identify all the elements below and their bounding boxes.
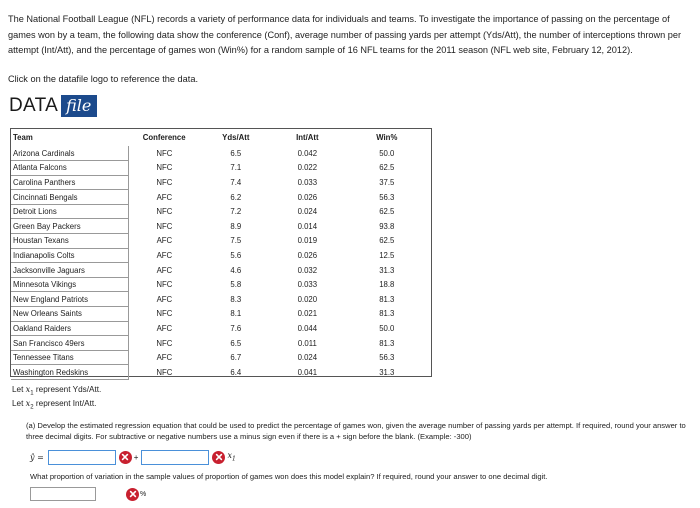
let-x1-sub: 1 — [30, 390, 34, 397]
conference-cell: NFC — [156, 177, 173, 187]
let-x2-var: x — [25, 398, 31, 408]
team-cell: Atlanta Falcons — [11, 161, 128, 176]
table-row — [11, 321, 431, 336]
conference-cell: AFC — [156, 294, 173, 304]
conference-cell: NFC — [156, 338, 173, 348]
win-pct-cell: 93.8 — [379, 221, 395, 231]
header-conference: Conference — [142, 133, 186, 142]
slope-input[interactable] — [141, 450, 209, 465]
conference-cell: NFC — [156, 163, 173, 173]
let-x2-text — [12, 398, 96, 411]
proportion-input[interactable] — [30, 487, 96, 501]
intercept-input[interactable] — [48, 450, 116, 465]
team-cell: Carolina Panthers — [11, 175, 128, 190]
plus-sign: + — [133, 452, 139, 462]
x-sub: 1 — [231, 455, 236, 463]
yds-att-cell: 6.5 — [230, 338, 242, 348]
let-x1-var: x — [25, 384, 31, 394]
conference-cell: NFC — [156, 221, 173, 231]
table-row — [11, 248, 431, 263]
int-att-cell: 0.021 — [297, 309, 318, 319]
int-att-cell: 0.026 — [297, 192, 318, 202]
header-team: Team — [13, 133, 33, 142]
int-att-cell: 0.041 — [297, 367, 318, 377]
proportion-answer-row — [30, 486, 146, 502]
int-att-cell: 0.042 — [297, 148, 318, 158]
team-cell: New Orleans Saints — [11, 307, 128, 322]
table-row — [11, 146, 431, 161]
incorrect-x-icon — [126, 488, 139, 501]
table-row — [11, 292, 431, 307]
win-pct-cell: 37.5 — [379, 177, 395, 187]
team-cell: Arizona Cardinals — [11, 146, 128, 161]
team-cell: Jacksonville Jaguars — [11, 263, 128, 278]
table-row — [11, 234, 431, 249]
win-pct-cell: 81.3 — [379, 338, 395, 348]
datafile-logo[interactable] — [9, 94, 97, 118]
yds-att-cell: 5.6 — [230, 250, 242, 260]
win-pct-cell: 50.0 — [379, 148, 395, 158]
yds-att-cell: 5.8 — [230, 280, 242, 290]
yds-att-cell: 7.2 — [230, 207, 242, 217]
win-pct-cell: 62.5 — [379, 236, 395, 246]
yds-att-cell: 8.9 — [230, 221, 242, 231]
conference-cell: AFC — [156, 265, 173, 275]
conference-cell: NFC — [156, 309, 173, 319]
table-row — [11, 263, 431, 278]
click-note: Click on the datafile logo to reference the data. — [8, 74, 198, 84]
int-att-cell: 0.033 — [297, 280, 318, 290]
datafile-file-text: file — [61, 95, 97, 117]
yds-att-cell: 6.4 — [230, 367, 242, 377]
team-cell: Washington Redskins — [11, 365, 128, 380]
int-att-cell: 0.020 — [297, 294, 318, 304]
problem-intro: The National Football League (NFL) records a variety of performance data for individuals and teams. To investigate the importance of passing on the percentage of games won by a team, the following data show the conference (Conf), average number of passing yards per attempt (Yds/Att), the number of interceptions thrown per attempt (Int/Att), and the percentage of games won (Win%) for a random sample of 16 NFL teams for the 2011 season (NFL web site, February 12, 2012). — [8, 14, 682, 56]
team-cell: Houstan Texans — [11, 234, 128, 249]
conference-cell: AFC — [156, 323, 173, 333]
team-cell: Detroit Lions — [11, 204, 128, 219]
yds-att-cell: 8.1 — [230, 309, 242, 319]
conference-cell: NFC — [156, 207, 173, 217]
win-pct-cell: 62.5 — [379, 207, 395, 217]
int-att-cell: 0.033 — [297, 177, 318, 187]
win-pct-cell: 62.5 — [379, 163, 395, 173]
percent-sign: % — [140, 490, 147, 498]
table-row — [11, 365, 431, 380]
int-att-cell: 0.026 — [297, 250, 318, 260]
let-x2-prefix: Let — [12, 399, 26, 408]
yds-att-cell: 7.5 — [230, 236, 242, 246]
header-yds-att: Yds/Att — [222, 133, 250, 142]
yds-att-cell: 7.6 — [230, 323, 242, 333]
let-x1-suffix: represent Yds/Att. — [33, 385, 102, 394]
yds-att-cell: 6.2 — [230, 192, 242, 202]
win-pct-cell: 31.3 — [379, 367, 395, 377]
conference-cell: AFC — [156, 353, 173, 363]
let-x2-sub: 2 — [30, 404, 34, 411]
int-att-cell: 0.032 — [297, 265, 318, 275]
x1-variable — [227, 451, 235, 463]
table-row — [11, 350, 431, 365]
team-cell: San Francisco 49ers — [11, 336, 128, 351]
int-att-cell: 0.022 — [297, 163, 318, 173]
team-cell: Tennessee Titans — [11, 350, 128, 365]
team-cell: Cincinnati Bengals — [11, 190, 128, 205]
int-att-cell: 0.024 — [297, 353, 318, 363]
x-var: x — [227, 451, 232, 461]
part-a-question: (a) Develop the estimated regression equation that could be used to predict the percentage of games won, given the average number of passing yards per attempt. If required, round your answer to three decimal digits. For subtractive or negative numbers use a minus sign even if there is a + sign before the blank. (Example: -300) — [26, 421, 686, 441]
team-cell: New England Patriots — [11, 292, 128, 307]
conference-cell: NFC — [156, 148, 173, 158]
nfl-data-table — [10, 128, 432, 377]
conference-cell: NFC — [156, 367, 173, 377]
win-pct-cell: 31.3 — [379, 265, 395, 275]
table-row — [11, 175, 431, 190]
table-row — [11, 219, 431, 234]
win-pct-cell: 50.0 — [379, 323, 395, 333]
team-cell: Oakland Raiders — [11, 321, 128, 336]
int-att-cell: 0.014 — [297, 221, 318, 231]
let-x1-text — [12, 384, 101, 397]
int-att-cell: 0.024 — [297, 207, 318, 217]
yds-att-cell: 4.6 — [230, 265, 242, 275]
win-pct-cell: 12.5 — [379, 250, 395, 260]
conference-cell: AFC — [156, 192, 173, 202]
int-att-cell: 0.011 — [297, 338, 317, 348]
conference-cell: AFC — [156, 250, 173, 260]
yds-att-cell: 6.5 — [230, 148, 242, 158]
yds-att-cell: 7.4 — [230, 177, 242, 187]
conference-cell: NFC — [156, 280, 173, 290]
table-row — [11, 307, 431, 322]
part-b-question: What proportion of variation in the sample values of proportion of games won does this model explain? If required, round your answer to one decimal digit. — [30, 472, 548, 481]
yds-att-cell: 8.3 — [230, 294, 242, 304]
y-hat-symbol: ŷ = — [30, 452, 44, 462]
team-cell: Indianapolis Colts — [11, 248, 128, 263]
yds-att-cell: 7.1 — [230, 163, 242, 173]
win-pct-cell: 56.3 — [379, 192, 395, 202]
team-cell: Minnesota Vikings — [11, 277, 128, 292]
table-row — [11, 277, 431, 292]
team-cell: Green Bay Packers — [11, 219, 128, 234]
header-win-pct: Win% — [376, 133, 398, 142]
let-x2-suffix: represent Int/Att. — [33, 399, 97, 408]
incorrect-x-icon — [212, 451, 225, 464]
win-pct-cell: 18.8 — [379, 280, 395, 290]
table-row — [11, 161, 431, 176]
win-pct-cell: 56.3 — [379, 353, 395, 363]
header-int-att: Int/Att — [296, 133, 319, 142]
win-pct-cell: 81.3 — [379, 309, 395, 319]
conference-cell: AFC — [156, 236, 173, 246]
table-row — [11, 336, 431, 351]
table-header-row — [11, 129, 431, 146]
yds-att-cell: 6.7 — [230, 353, 242, 363]
int-att-cell: 0.044 — [297, 323, 318, 333]
int-att-cell: 0.019 — [297, 236, 318, 246]
table-row — [11, 204, 431, 219]
incorrect-x-icon — [119, 451, 132, 464]
let-x1-prefix: Let — [12, 385, 26, 394]
regression-equation-row — [30, 448, 236, 466]
win-pct-cell: 81.3 — [379, 294, 395, 304]
table-row — [11, 190, 431, 205]
datafile-data-text: DATA — [9, 95, 59, 116]
